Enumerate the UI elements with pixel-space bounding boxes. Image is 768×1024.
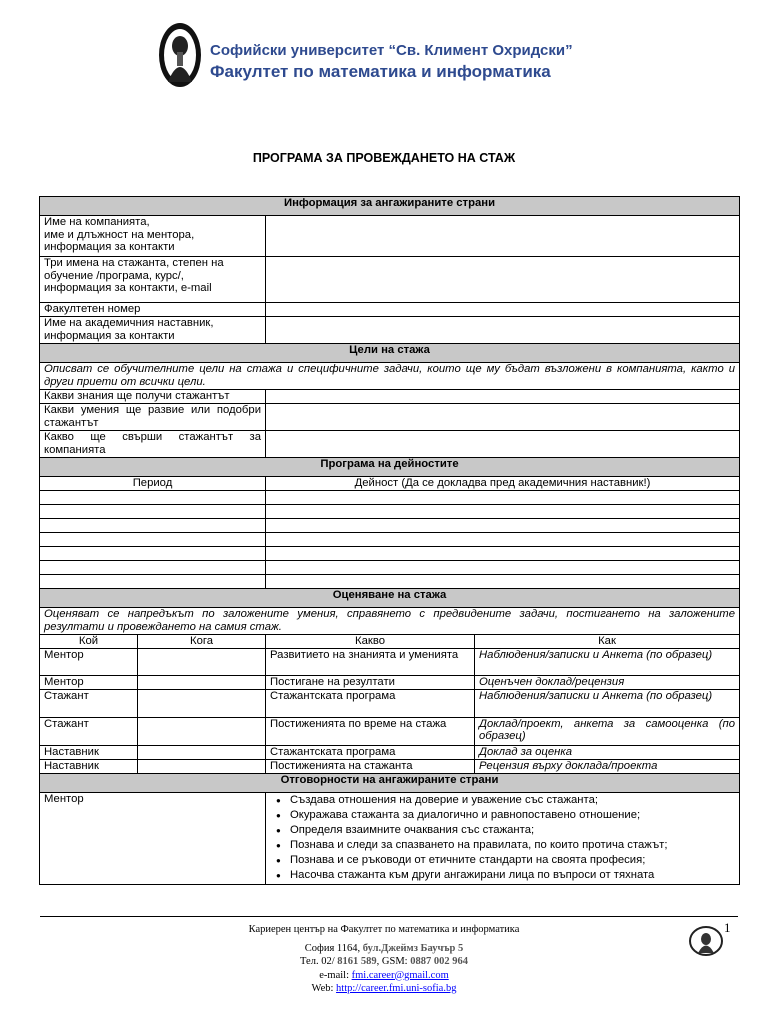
period-cell[interactable] [40,561,266,575]
when-cell[interactable] [138,717,266,745]
evaluation-row [40,689,740,717]
when-cell[interactable] [138,675,266,689]
evaluation-row [40,745,740,759]
page-footer [0,923,768,995]
period-cell[interactable] [40,519,266,533]
activity-cell[interactable] [266,547,740,561]
period-cell[interactable] [40,491,266,505]
what-cell: Стажантската програма [266,689,475,717]
section-heading-goals: Цели на стажа [40,344,740,363]
period-cell[interactable] [40,505,266,519]
who-cell: Ментор [40,648,138,675]
faculty-name: Факултет по математика и информатика [210,62,551,81]
footer-phone: Тел. 02/ 8161 589, GSM: 0887 002 964 [300,956,468,968]
footer-email: e-mail: fmi.career@gmail.com [319,969,449,981]
what-cell: Постиженията по време на стажа [266,717,475,745]
when-column-header: Кога [138,635,266,649]
activity-cell[interactable] [266,519,740,533]
intern-field[interactable] [266,257,740,303]
period-cell[interactable] [40,533,266,547]
knowledge-label: Какви знания ще получи стажантът [40,390,266,404]
section-heading-parties: Информация за ангажираните страни [40,197,740,216]
activity-column-header: Дейност (Да се докладва пред академичния наставник!) [266,477,740,491]
activity-cell[interactable] [266,505,740,519]
academic-supervisor-label: Име на академичния наставник, информация за контакти [40,317,266,344]
how-cell: Оценъчен доклад/рецензия [475,675,740,689]
faculty-number-label: Факултетен номер [40,303,266,317]
period-cell[interactable] [40,547,266,561]
responsibility-item: ● Определя взаимните очаквания със стажанта; [276,823,735,838]
activity-cell[interactable] [266,575,740,589]
how-cell: Наблюдения/записки и Анкета (по образец) [475,689,740,717]
internship-program-table [39,196,740,885]
responsibility-item: ● Познава и се ръководи от етичните стандарти на своята професия; [276,853,735,868]
program-row [40,575,740,589]
what-cell: Стажантската програма [266,745,475,759]
activity-cell[interactable] [266,491,740,505]
who-cell: Ментор [40,675,138,689]
university-seal-logo [158,22,202,88]
period-column-header: Период [40,477,266,491]
responsibility-item: ● Създава отношения на доверие и уважение със стажанта; [276,793,735,808]
evaluation-row [40,759,740,773]
email-link[interactable]: fmi.career@gmail.com [351,969,449,981]
how-cell: Рецензия върху доклада/проекта [475,759,740,773]
intern-label: Три имена на стажанта, степен на обучение /програма, курс/, информация за контакти, e-mail [40,257,266,303]
program-row [40,561,740,575]
how-cell: Наблюдения/записки и Анкета (по образец) [475,648,740,675]
academic-supervisor-field[interactable] [266,317,740,344]
footer-address: София 1164, бул.Джеймз Баучър 5 [304,943,464,955]
section-heading-program: Програма на дейностите [40,458,740,477]
responsibility-item: ● Окуражава стажанта за диалогично и равнопоставено отношение; [276,808,735,823]
company-label: Име на компанията, име и длъжност на ментора, информация за контакти [40,216,266,257]
knowledge-field[interactable] [266,390,740,404]
tasks-label: Какво ще свърши стажантът за компанията [40,431,266,458]
what-cell: Постиженията на стажанта [266,759,475,773]
who-cell: Стажант [40,717,138,745]
footer-divider [40,916,738,917]
program-row [40,519,740,533]
who-cell: Наставник [40,759,138,773]
program-row [40,533,740,547]
company-field[interactable] [266,216,740,257]
how-cell: Доклад за оценка [475,745,740,759]
skills-field[interactable] [266,404,740,431]
university-name: Софийски университет “Св. Климент Охридски” [210,42,573,59]
page-number: 1 [724,920,731,935]
evaluation-row [40,648,740,675]
who-cell: Наставник [40,745,138,759]
page-title: ПРОГРАМА ЗА ПРОВЕЖДАНЕТО НА СТАЖ [252,151,516,165]
program-row [40,505,740,519]
responsibility-item: ● Насочва стажанта към други ангажирани лица по въпроси от тяхната [276,868,735,883]
faculty-number-field[interactable] [266,303,740,317]
skills-label: Какви умения ще развие или подобри стажантът [40,404,266,431]
when-cell[interactable] [138,689,266,717]
program-row [40,547,740,561]
period-cell[interactable] [40,575,266,589]
mentor-role-label: Ментор [40,792,266,884]
who-cell: Стажант [40,689,138,717]
how-column-header: Как [475,635,740,649]
evaluation-intro: Оценяват се напредъкът по заложените умения, справянето с предвидените задачи, постигането на заложените резултати и провеждането на самия стаж. [40,608,740,635]
who-column-header: Кой [40,635,138,649]
document-header [158,22,658,92]
program-row [40,491,740,505]
section-heading-responsibilities: Отговорности на ангажираните страни [40,773,740,792]
what-cell: Развитието на знанията и уменията [266,648,475,675]
when-cell[interactable] [138,648,266,675]
what-cell: Постигане на резултати [266,675,475,689]
evaluation-row [40,675,740,689]
how-cell: Доклад/проект, анкета за самооценка (по образец) [475,717,740,745]
when-cell[interactable] [138,745,266,759]
responsibility-item: ● Познава и следи за спазването на правилата, по които протича стажът; [276,838,735,853]
website-link[interactable]: http://career.fmi.uni-sofia.bg [336,982,457,994]
when-cell[interactable] [138,759,266,773]
career-center-name: Кариерен център на Факултет по математика и информатика [248,924,520,935]
activity-cell[interactable] [266,561,740,575]
section-heading-evaluation: Оценяване на стажа [40,589,740,608]
footer-web: Web: http://career.fmi.uni-sofia.bg [311,982,457,994]
activity-cell[interactable] [266,533,740,547]
mentor-responsibilities [266,792,740,884]
tasks-field[interactable] [266,431,740,458]
what-column-header: Какво [266,635,475,649]
evaluation-row [40,717,740,745]
goals-intro: Описват се обучителните цели на стажа и специфичните задачи, които ще му бъдат възложени в компанията, както и други приети от всички цели. [40,363,740,390]
